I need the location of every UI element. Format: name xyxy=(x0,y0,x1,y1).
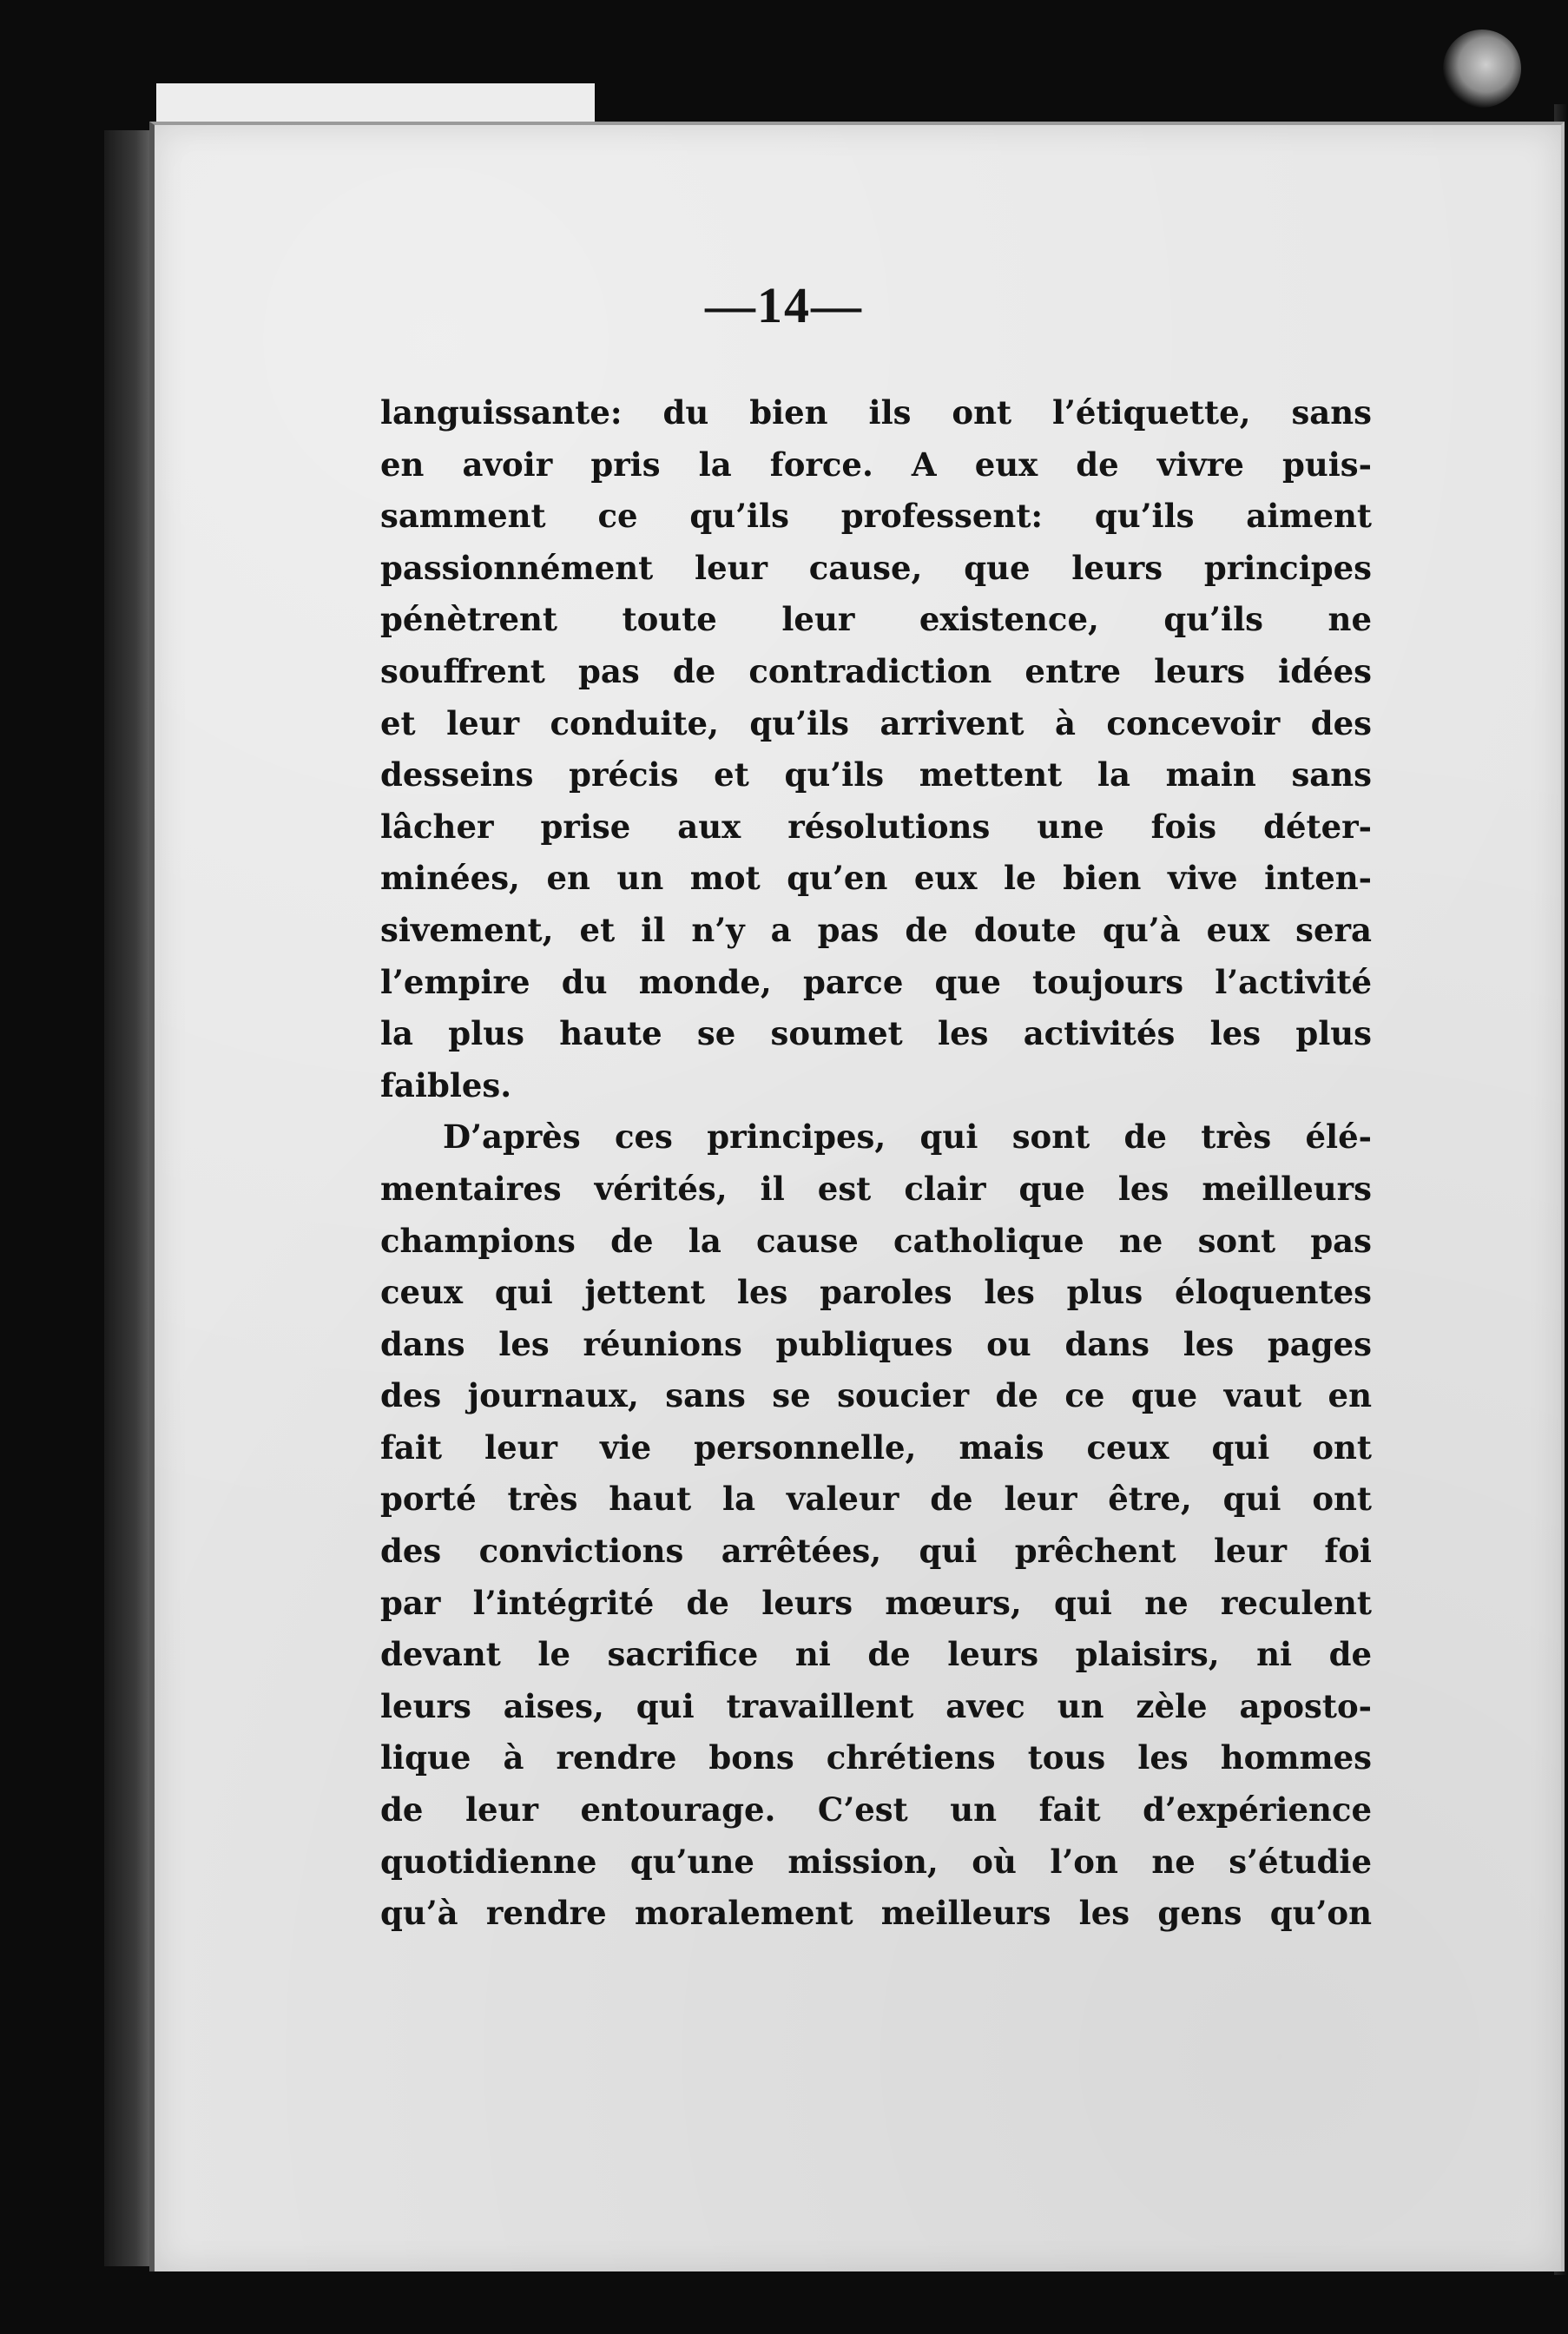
text-line: souffrent pas de contradiction entre leurs idées xyxy=(380,651,1372,690)
body-text xyxy=(380,387,1372,1940)
text-line: devant le sacrifice ni de leurs plaisirs, ni de xyxy=(380,1635,1372,1674)
paper-edge xyxy=(156,83,595,122)
text-line: D’après ces principes, qui sont de très élé- xyxy=(443,1118,1372,1157)
text-line: minées, en un mot qu’en eux le bien vive inten- xyxy=(380,859,1372,898)
text-line: samment ce qu’ils professent: qu’ils aiment xyxy=(380,497,1372,536)
text-line: des journaux, sans se soucier de ce que vaut en xyxy=(380,1376,1372,1415)
text-line: champions de la cause catholique ne sont pas xyxy=(380,1221,1372,1260)
text-line: desseins précis et qu’ils mettent la main sans xyxy=(380,755,1372,794)
text-line: porté très haut la valeur de leur être, qui ont xyxy=(380,1480,1372,1519)
text-line: fait leur vie personnelle, mais ceux qui ont xyxy=(380,1427,1372,1467)
paragraph-1 xyxy=(380,387,1372,1111)
book-binding-edge xyxy=(104,130,156,2266)
text-line: dans les réunions publiques ou dans les pages xyxy=(380,1324,1372,1363)
paragraph-2 xyxy=(380,1111,1372,1940)
text-line: leurs aises, qui travaillent avec un zèle aposto- xyxy=(380,1686,1372,1725)
text-line: en avoir pris la force. A eux de vivre puis- xyxy=(380,445,1372,484)
text-line: ceux qui jettent les paroles les plus éloquentes xyxy=(380,1273,1372,1312)
text-line: des convictions arrêtées, qui prêchent leur foi xyxy=(380,1532,1372,1571)
text-line: par l’intégrité de leurs mœurs, qui ne reculent xyxy=(380,1583,1372,1622)
text-line: de leur entourage. C’est un fait d’expérience xyxy=(380,1790,1372,1830)
text-line: la plus haute se soumet les activités les plus xyxy=(380,1014,1372,1053)
text-line: faibles. xyxy=(380,1065,512,1104)
text-line: l’empire du monde, parce que toujours l’activité xyxy=(380,962,1372,1001)
text-line: mentaires vérités, il est clair que les meilleurs xyxy=(380,1169,1372,1208)
text-line: passionnément leur cause, que leurs principes xyxy=(380,548,1372,587)
text-line: languissante: du bien ils ont l’étiquette, sans xyxy=(380,393,1372,432)
text-line: lâcher prise aux résolutions une fois déter- xyxy=(380,807,1372,846)
text-line: qu’à rendre moralement meilleurs les gens qu’on xyxy=(380,1894,1372,1933)
text-line: sivement, et il n’y a pas de doute qu’à eux sera xyxy=(380,910,1372,949)
text-line: pénètrent toute leur existence, qu’ils ne xyxy=(380,600,1372,639)
text-line: et leur conduite, qu’ils arrivent à concevoir des xyxy=(380,703,1372,742)
text-line: quotidienne qu’une mission, où l’on ne s’étudie xyxy=(380,1842,1372,1881)
page-number: —14— xyxy=(705,277,863,333)
text-line: lique à rendre bons chrétiens tous les hommes xyxy=(380,1738,1372,1777)
scan-artifact xyxy=(1443,30,1521,108)
